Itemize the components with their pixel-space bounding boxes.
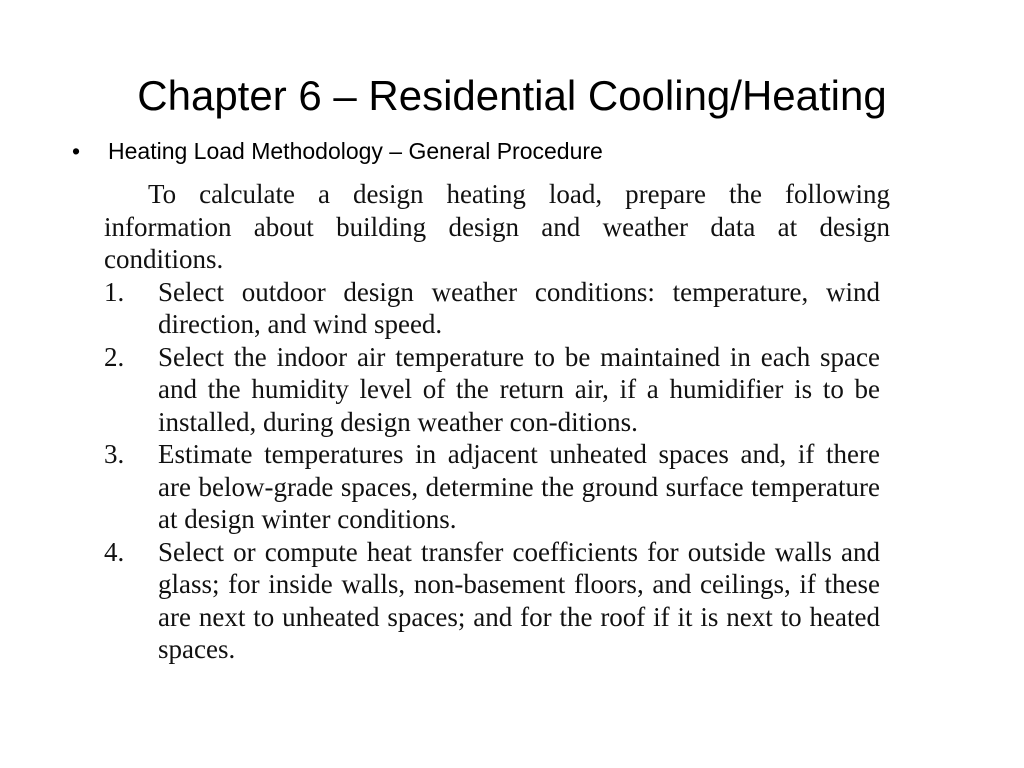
step-text: Estimate temperatures in adjacent unheated spaces and, if there are below-grade spaces, determine the ground surface temperature at design winter conditions. [158,439,880,534]
procedure-step-1 [100,276,890,341]
step-text: Select the indoor air temperature to be maintained in each space and the humidity level of the return air, if a humidifier is to be installed, during design weather con-ditions. [158,341,880,437]
step-number: 3. [104,439,125,469]
procedure-step-4 [100,536,890,666]
step-text: Select outdoor design weather conditions: temperature, wind direction, and wind speed. [158,276,880,339]
step-number: 2. [104,341,125,372]
procedure-step-2 [100,341,890,439]
procedure-step-3 [100,438,890,536]
step-number: 1. [104,276,125,307]
bullet-text: Heating Load Methodology – General Procedure [108,138,603,164]
scanned-text-excerpt [100,178,890,718]
bullet-dot-icon: • [72,138,81,164]
bullet-item [72,134,603,168]
step-number: 4. [104,536,125,567]
procedure-steps [100,276,890,666]
step-text: Select or compute heat transfer coefficients for outside walls and glass; for inside walls, non-basement floors, and ceilings, if these are next to unheated spaces; and for the roof if it is next to heated spaces. [158,536,880,664]
excerpt-intro: To calculate a design heating load, prepare the following information about building design and weather data at design conditions. [104,179,890,274]
slide-title: Chapter 6 – Residential Cooling/Heating [137,72,887,119]
